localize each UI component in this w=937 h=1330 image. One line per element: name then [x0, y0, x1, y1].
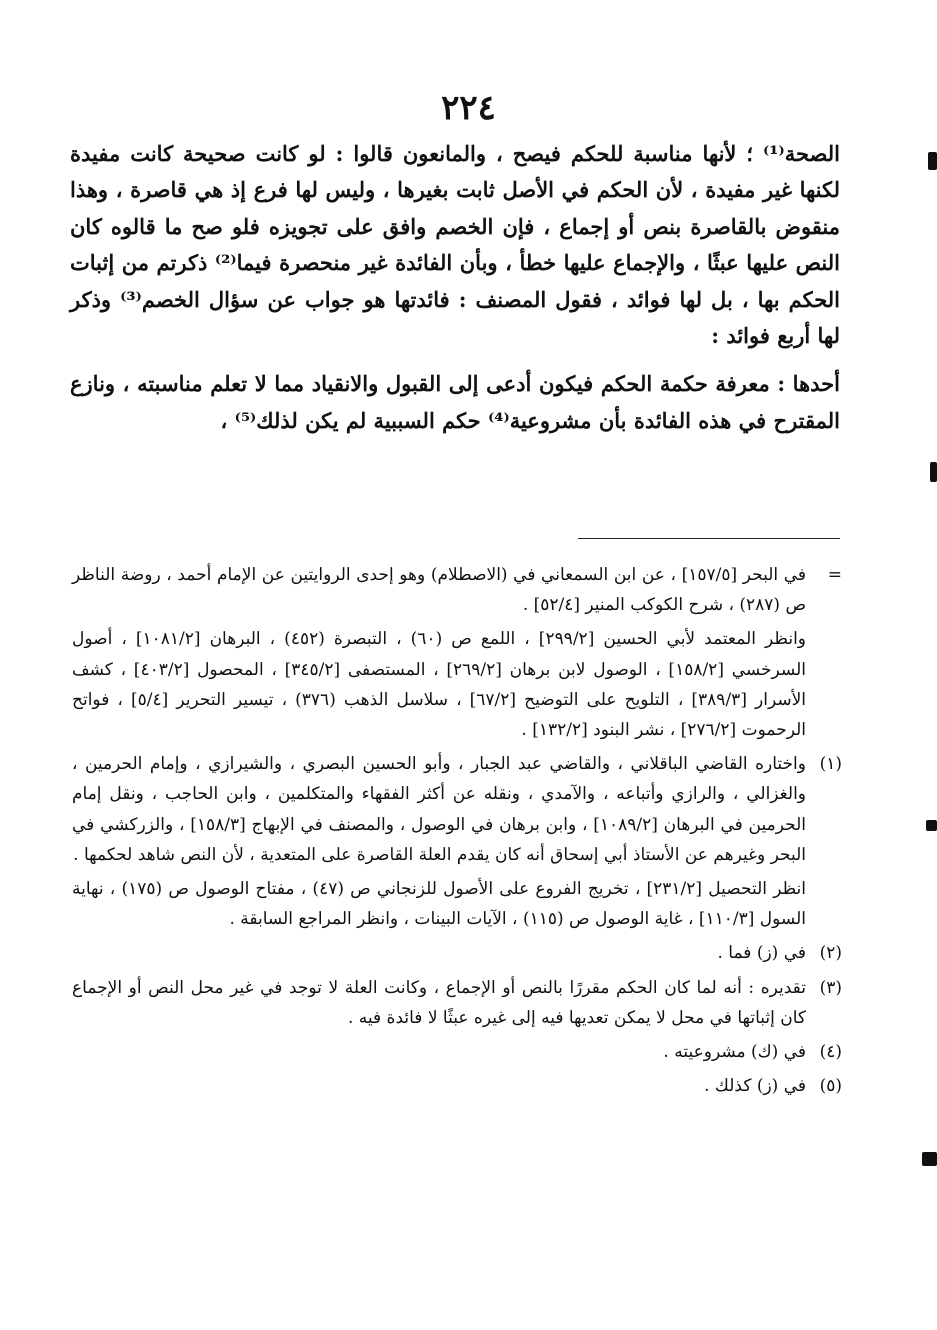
footnote-text: انظر التحصيل [٢٣١/٢] ، تخريج الفروع على الأصول للزنجاني ص (٤٧) ، مفتاح الوصول ص (١٧٥) ، نهاية السول [١١٠/٣] ، غاية الوصول ص (١١٥) ، الآيات البينات ، وانظر المراجع السابقة . [72, 879, 806, 930]
footnote-text: في (ز) كذلك . [704, 1076, 806, 1097]
footnote-marker: (٢) [819, 943, 842, 964]
scan-edge-mark [926, 820, 937, 831]
footnote-separator [578, 538, 840, 539]
footnote-4 [72, 1037, 842, 1067]
footnote-continuation [72, 560, 842, 745]
footnote-3 [72, 973, 842, 1033]
scan-edge-mark [928, 152, 937, 170]
footnote-text: وانظر المعتمد لأبي الحسين [٢٩٩/٢] ، اللمع ص (٦٠) ، التبصرة (٤٥٢) ، البرهان [١٠٨١/٢] ، أصول السرخسي [١٥٨/٢] ، الوصول لابن برهان [٢٦٩/٢] ، المستصفى [٣٤٥/٢] ، المحصول [٤٠٣/٢] ، كشف الأسرار [٣٨٩/٣] ، التلويح على التوضيح [٦٧/٢] ، سلاسل الذهب (٣٧٦) ، تيسير التحرير [٥/٤] ، فواتح الرحموت [٢٧٦/٢] ، نشر البنود [١٣٢/٢] . [72, 629, 807, 741]
footnote-text: واختاره القاضي الباقلاني ، والقاضي عبد الجبار ، وأبو الحسين البصري ، والشيرازي ، وإمام الحرمين ، والغزالي ، والرازي وأتباعه ، والآمدي ، ونقله عن أكثر الفقهاء والمتكلمين ، وابن الحاجب ، ونقل إمام الحرمين في البرهان [١٠٨٩/٢] ، وابن برهان في الوصول ، والمصنف في الإبهاج [١٥٨/٣] ، والزركشي في البحر وغيرهم عن الأستاذ أبي إسحاق أنه كان يقدم العلة القاصرة على المتعدية ، لأن النص شاهد لحكمها . [72, 754, 806, 865]
footnote-marker: (٥) [819, 1076, 842, 1097]
footnote-text: في (ز) فما . [717, 943, 806, 964]
footnote-marker: (١) [819, 754, 842, 775]
footnote-marker: = [827, 565, 842, 585]
main-text [70, 136, 840, 439]
scan-edge-mark [930, 462, 937, 482]
page-number: ٢٢٤ [441, 88, 496, 128]
body-paragraph-2 [70, 366, 840, 439]
paragraph-lead: أحدها : [777, 371, 840, 397]
footnote-marker: (٣) [819, 977, 842, 998]
footnote-1 [72, 749, 842, 934]
footnote-5 [72, 1071, 842, 1101]
scan-edge-mark [922, 1152, 937, 1166]
footnotes [72, 560, 842, 1101]
footnote-text: في البحر [١٥٧/٥] ، عن ابن السمعاني في (الاصطلام) وهو إحدى الروايتين عن الإمام أحمد ، روضة الناظر ص (٢٨٧) ، شرح الكوكب المنير [٥٢/٤] . [72, 565, 806, 616]
footnote-marker: (٤) [819, 1042, 842, 1063]
footnote-2 [72, 938, 842, 968]
footnote-text: تقديره : أنه لما كان الحكم مقررًا بالنص أو الإجماع ، وكانت العلة لا توجد في غير محل النص أو الإجماع كان إثباتها في محل لا يمكن تعديها فيه إلى غيره عبثًا لا فائدة فيه . [72, 977, 806, 1028]
footnote-text: في (ك) مشروعيته . [663, 1042, 806, 1063]
paragraph-text: معرفة حكمة الحكم فيكون أدعى إلى القبول والانقياد مما لا تعلم مناسبته ، ونازع المقترح في هذه الفائدة بأن مشروعية⁽⁴⁾ حكم السببية لم يكن لذلك⁽⁵⁾ ، [70, 371, 840, 433]
body-paragraph-1: الصحة⁽¹⁾ ؛ لأنها مناسبة للحكم فيصح ، والمانعون قالوا : لو كانت صحيحة كانت مفيدة لكنها غير مفيدة ، لأن الحكم في الأصل ثابت بغيرها ، وليس لها فرع إذ هي قاصرة ، وهذا منقوض بالقاصرة بنص أو إجماع ، فإن الخصم وافق على تجويزه فلو صح ما قالوه كان النص عليها عبثًا ، والإجماع عليها خطأ ، وبأن الفائدة غير منحصرة فيما⁽²⁾ ذكرتم من إثبات الحكم بها ، بل لها فوائد ، فقول المصنف : فائدتها هو جواب عن سؤال الخصم⁽³⁾ وذكر لها أربع فوائد : [70, 141, 840, 349]
